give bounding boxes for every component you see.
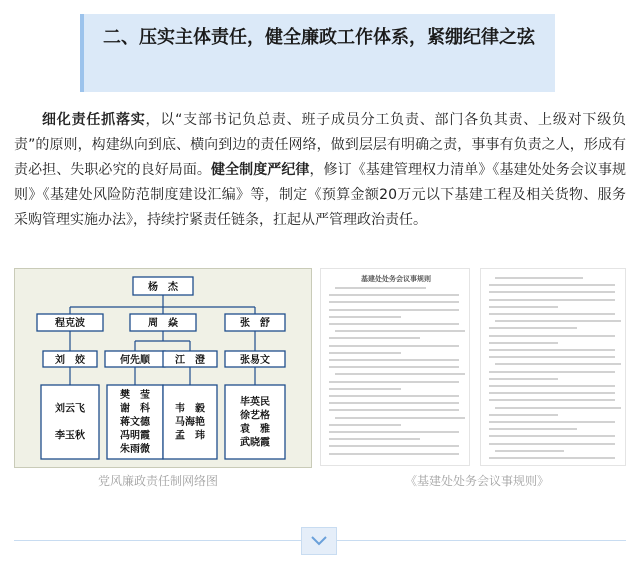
section-heading: 二、压实主体责任，健全廉政工作体系，紧绷纪律之弦 <box>103 27 535 48</box>
doc-text-line <box>329 388 401 390</box>
doc-text-line <box>335 287 426 289</box>
org-node-l4-4: 毕英民徐艺格袁 雅武晓霞 <box>240 396 270 449</box>
doc-text-line <box>329 381 459 383</box>
doc-text-line <box>329 453 459 455</box>
right-caption: 《基建处处务会议事规则》 <box>405 474 550 488</box>
doc-text-line <box>489 371 615 373</box>
org-node-l4-2: 樊 莹谢 科蒋文德冯明霞朱雨微 <box>120 390 150 455</box>
chevron-down-icon <box>302 528 336 554</box>
org-node-l4-3: 韦 毅马海艳孟 玮 <box>175 403 205 442</box>
doc-text-line <box>489 349 615 351</box>
bold-phrase-2: 健全制度严纪律 <box>210 162 310 178</box>
rules-document-image <box>320 268 626 468</box>
doc-text-line <box>329 359 459 361</box>
doc-text-line <box>489 385 615 387</box>
doc-page-2 <box>480 268 626 466</box>
doc-text-line <box>329 294 459 296</box>
doc-text-line <box>489 414 558 416</box>
doc-text-line <box>489 421 615 423</box>
doc-text-line <box>495 277 583 279</box>
org-node-l2-1: 程克波 <box>55 318 85 329</box>
doc-text-line <box>329 402 459 404</box>
doc-text-line <box>489 335 615 337</box>
doc-text-line <box>329 301 459 303</box>
org-node-l4-1: 刘云飞李玉秋 <box>55 403 85 442</box>
doc-text-line <box>329 438 420 440</box>
doc-text-line <box>329 352 401 354</box>
doc-text-line <box>489 435 615 437</box>
responsibility-network-chart <box>14 268 312 468</box>
org-node-l3-4: 张易文 <box>240 355 270 366</box>
doc-text-line <box>489 342 558 344</box>
doc-text-line <box>329 309 459 311</box>
doc-text-line <box>489 378 558 380</box>
doc-text-line <box>489 457 615 459</box>
doc-text-line <box>329 316 401 318</box>
divider-left <box>14 540 301 541</box>
doc-text-line <box>495 450 564 452</box>
doc-text-line <box>335 417 465 419</box>
doc-text-line <box>329 424 401 426</box>
doc-text-line <box>489 443 615 445</box>
divider-right <box>337 540 626 541</box>
doc-text-line <box>329 409 459 411</box>
doc-text-line <box>489 313 615 315</box>
doc-text-line <box>495 407 621 409</box>
doc-text-line <box>329 366 459 368</box>
doc-text-line <box>489 284 615 286</box>
divider-chevron <box>301 527 337 555</box>
doc-text-line <box>335 373 465 375</box>
doc-text-line <box>329 323 459 325</box>
doc-text-line <box>329 445 459 447</box>
org-node-l2-2: 周 焱 <box>148 318 178 329</box>
doc-text-line <box>335 330 465 332</box>
doc-text-line <box>489 291 615 293</box>
doc-text-line <box>495 363 621 365</box>
org-node-l3-1: 刘 姣 <box>55 355 85 366</box>
doc-title: 基建处处务会议事规则 <box>361 275 431 283</box>
left-caption: 党风廉政责任制网络图 <box>98 474 219 488</box>
org-node-l3-3: 江 澄 <box>175 355 205 366</box>
doc-text-line <box>489 299 615 301</box>
doc-text-line <box>329 345 459 347</box>
body-paragraph <box>14 108 626 233</box>
paragraph-text-1: ，以“支部书记负总责、班子成员分工负责、部门各负其责、上级对下级负责”的原则，构建纵向到底、横向到边的责任网络，做到层层有明确之责，事事有负责之人，形成有责必担、失职必究的良好局面。 <box>14 112 627 178</box>
org-node-l2-3: 张 舒 <box>240 318 270 329</box>
org-connectors <box>70 295 255 385</box>
doc-text-line <box>489 306 558 308</box>
doc-text-line <box>489 356 615 358</box>
org-node-l3-2: 何先顺 <box>120 355 150 366</box>
doc-text-line <box>329 395 459 397</box>
doc-text-line <box>329 431 459 433</box>
bold-phrase-1: 细化责任抓落实 <box>42 112 146 128</box>
doc-text-line <box>489 399 615 401</box>
doc-text-line <box>489 428 577 430</box>
doc-text-line <box>329 337 420 339</box>
doc-text-line <box>489 327 577 329</box>
doc-page-1 <box>320 268 470 466</box>
doc-text-line <box>489 392 615 394</box>
doc-text-line <box>495 320 621 322</box>
paragraph-text-2: ，修订《基建管理权力清单》《基建处处务会议事规则》《基建处风险防范制度建设汇编》等，制定《预算金额20万元以下基建工程及相关货物、服务采购管理实施办法》，持续拧紧责任链条，扛起从严管理政治责任。 <box>14 162 627 228</box>
org-chart-svg <box>15 269 311 467</box>
org-node-top: 杨 杰 <box>148 282 178 293</box>
